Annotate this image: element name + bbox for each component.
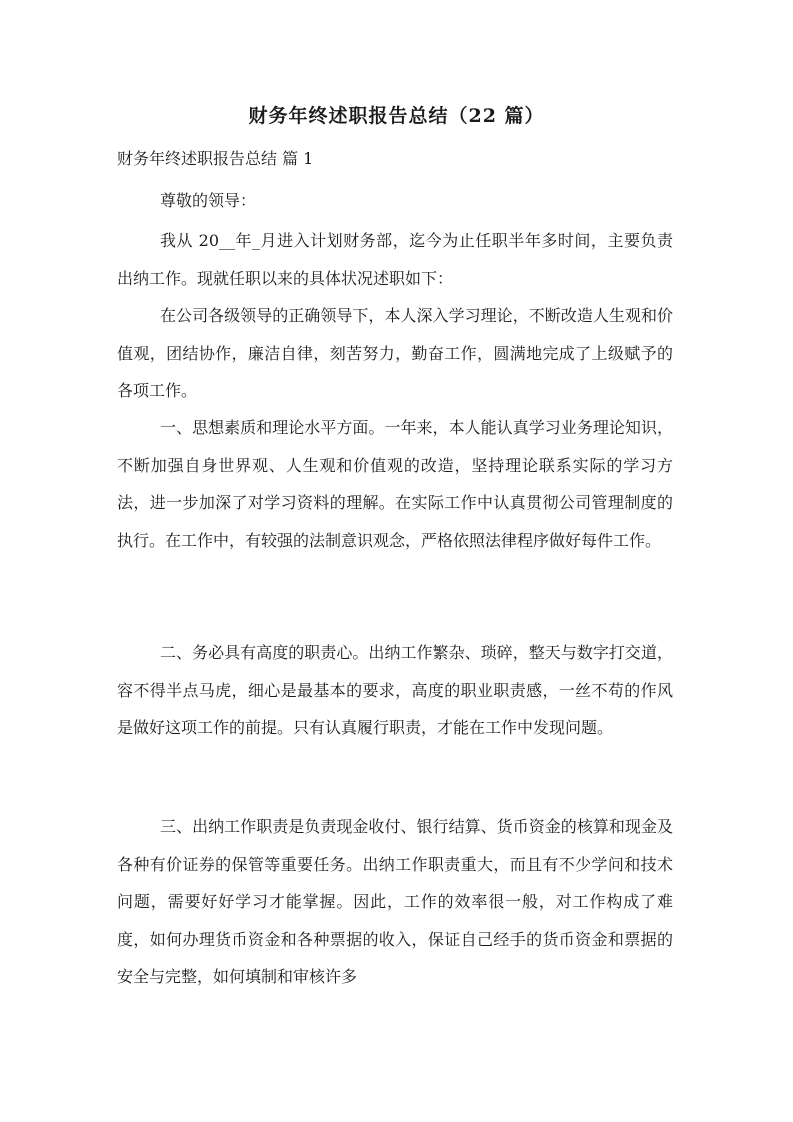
paragraph-overview: 在公司各级领导的正确领导下，本人深入学习理论，不断改造人生观和价值观，团结协作，廉洁自律，刻苦努力，勤奋工作，圆满地完成了上级赋予的各项工作。 [117,306,673,400]
document-title: 财务年终述职报告总结（22 篇） [248,105,545,127]
paragraph-point-2: 二、务必具有高度的职责心。出纳工作繁杂、琐碎，整天与数字打交道，容不得半点马虎，细心是最基本的要求，高度的职业职责感，一丝不苟的作风是做好这项工作的前提。只有认真履行职责，才能在工作中发现问题。 [117,643,673,737]
salutation: 尊敬的领导： [160,191,257,210]
paragraph-point-3: 三、出纳工作职责是负责现金收付、银行结算、货币资金的核算和现金及各种有价证券的保管等重要任务。出纳工作职责重大，而且有不少学问和技术问题，需要好好学习才能掌握。因此，工作的效率很一般，对工作构成了难度，如何办理货币资金和各种票据的收入，保证自己经手的货币资金和票据的安全与完整，如何填制和审核许多 [117,817,673,986]
paragraph-intro: 我从 20__年_月进入计划财务部，迄今为止任职半年多时间，主要负责出纳工作。现就任职以来的具体状况述职如下： [117,231,673,288]
paragraph-point-1: 一、思想素质和理论水平方面。一年来，本人能认真学习业务理论知识，不断加强自身世界观、人生观和价值观的改造，坚持理论联系实际的学习方法，进一步加深了对学习资料的理解。在实际工作中认真贯彻公司管理制度的执行。在工作中，有较强的法制意识观念，严格依照法律程序做好每件工作。 [117,418,673,550]
section-heading: 财务年终述职报告总结 篇 1 [117,149,314,168]
